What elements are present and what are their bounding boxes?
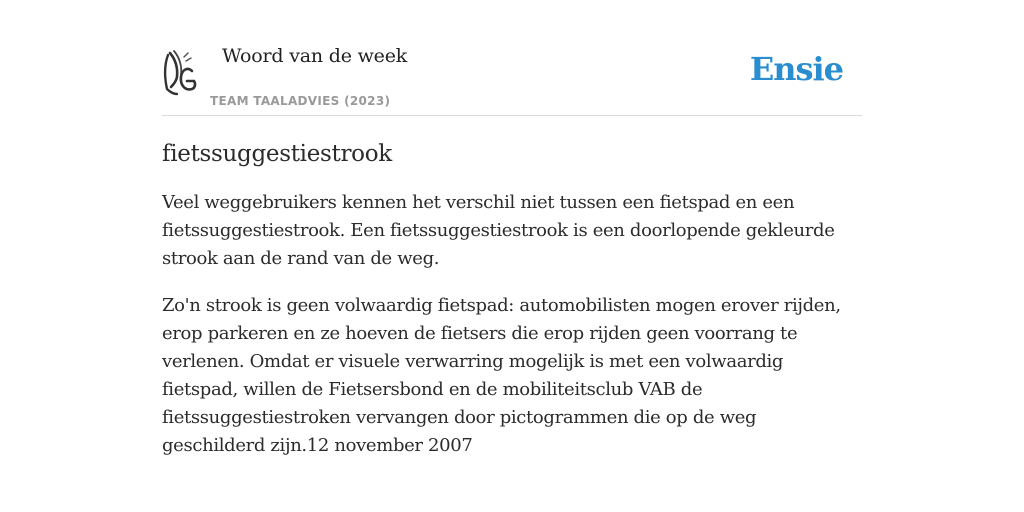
lion-logo-icon	[162, 49, 198, 97]
word-of-the-week-card	[162, 40, 862, 460]
section-title: Woord van de week	[222, 45, 408, 67]
author-credit: TEAM TAALADVIES (2023)	[210, 94, 391, 108]
card-header	[162, 40, 862, 116]
ensie-brand-link[interactable]: Ensie	[749, 50, 843, 88]
definition-paragraph-1: Veel weggebruikers kennen het verschil niet tussen een fietspad en een fietssuggestiestrook. Een fietssuggestiestrook is een doorlopende gekleurde strook aan de rand van de weg.	[162, 192, 835, 269]
definition-paragraph-2: Zo'n strook is geen volwaardig fietspad: automobilisten mogen erover rijden, erop parkeren en ze hoeven de fietsers die erop rijden geen voorrang te verlenen. Omdat er visuele verwarring mogelijk is met een volwaardig fietspad, willen de Fietsersbond en de mobiliteitsclub VAB de fietssuggestiestroken vervangen door pictogrammen die op de weg geschilderd zijn.12 november 2007	[162, 295, 841, 456]
headword: fietssuggestiestrook	[162, 141, 392, 167]
